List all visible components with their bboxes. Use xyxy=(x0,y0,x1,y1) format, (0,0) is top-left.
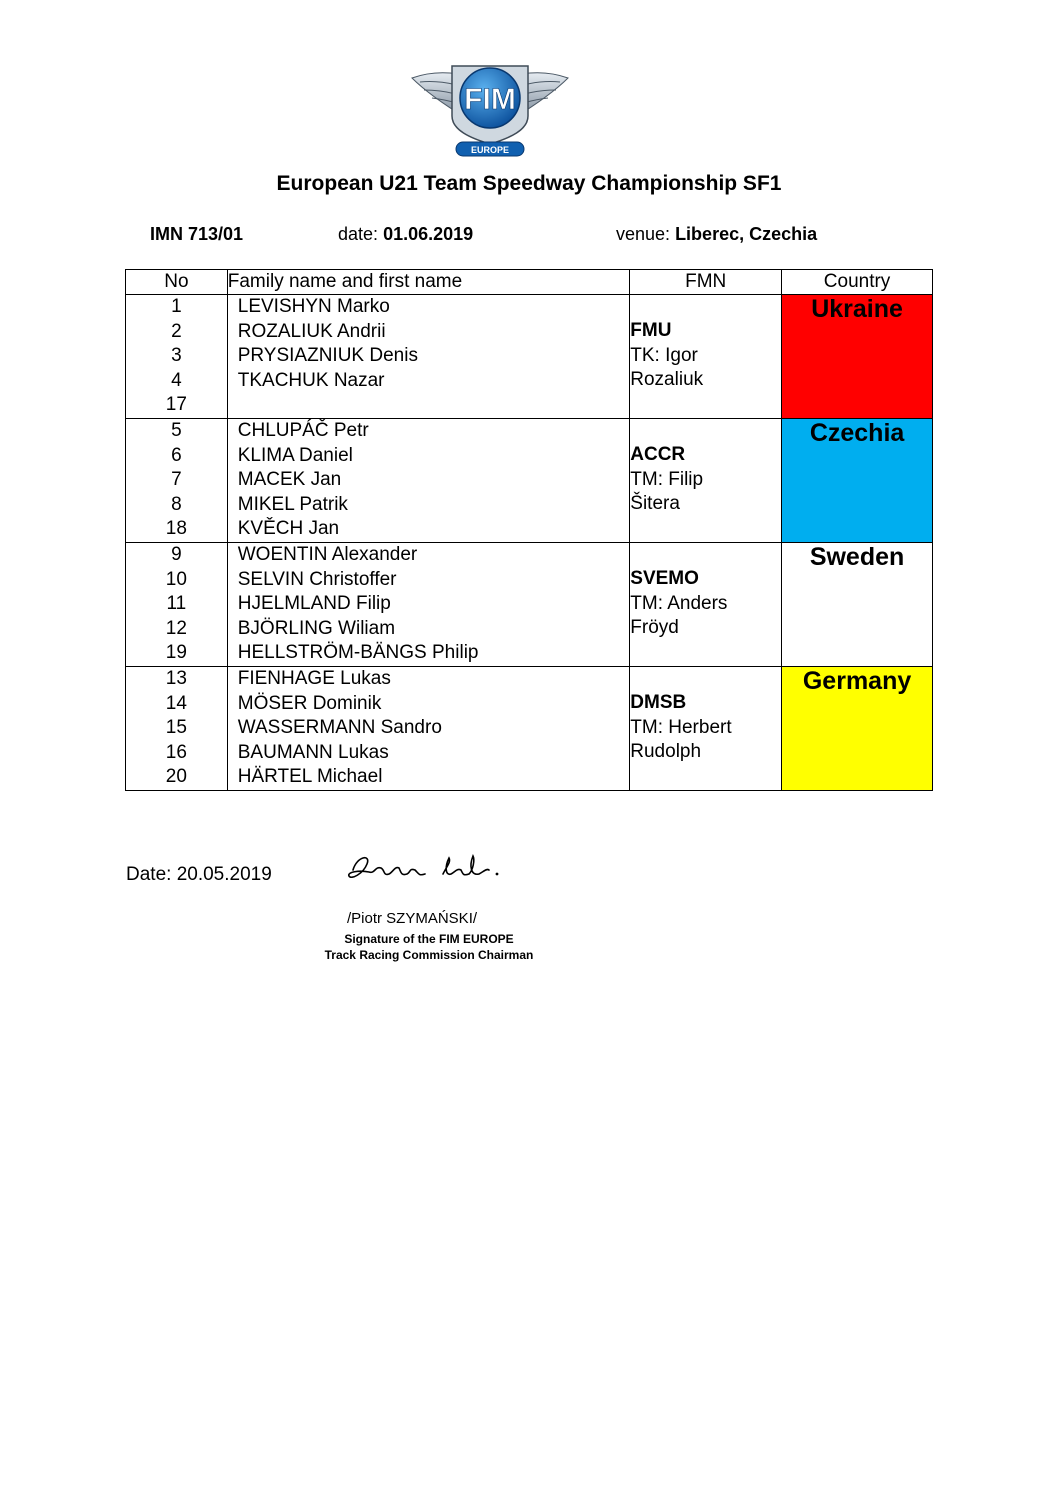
team-manager-line1: TM: Filip xyxy=(630,468,704,490)
rider-number: 2 xyxy=(171,320,182,342)
rider-name: PRYSIAZNIUK Denis xyxy=(237,345,418,367)
rider-number: 16 xyxy=(165,741,187,763)
header-country: Country xyxy=(782,270,933,295)
team-row xyxy=(126,418,933,542)
imn-number: IMN 713/01 xyxy=(150,224,244,244)
rider-name: BJÖRLING Wiliam xyxy=(237,617,396,639)
rider-numbers-cell xyxy=(126,542,228,666)
logo-subtext: EUROPE xyxy=(470,145,510,155)
rider-number: 3 xyxy=(171,345,182,367)
fmn-code: ACCR xyxy=(630,443,686,465)
signatory-role-line2: Track Racing Commission Chairman xyxy=(324,948,534,962)
fmn-code: DMSB xyxy=(630,691,687,713)
footer-date: Date: 20.05.2019 xyxy=(126,864,272,885)
team-manager-line1: TM: Herbert xyxy=(630,716,732,738)
rider-name: MACEK Jan xyxy=(237,469,342,491)
rider-number: 5 xyxy=(171,419,182,441)
rider-number: 18 xyxy=(165,518,187,540)
rider-name: WASSERMANN Sandro xyxy=(237,717,442,739)
signatory-role-line1: Signature of the FIM EUROPE xyxy=(344,932,514,946)
rider-name: CHLUPÁČ Petr xyxy=(237,419,369,441)
rider-name: MIKEL Patrik xyxy=(237,493,348,515)
rider-number: 15 xyxy=(165,717,187,739)
rider-names-cell xyxy=(227,418,630,542)
rider-name: BAUMANN Lukas xyxy=(237,741,389,763)
rider-number: 9 xyxy=(171,543,182,565)
fmn-cell xyxy=(630,418,782,542)
team-row xyxy=(126,542,933,666)
fim-europe-logo xyxy=(410,60,570,158)
rider-number: 10 xyxy=(165,568,187,590)
handwritten-signature xyxy=(345,848,505,888)
rider-number: 8 xyxy=(171,493,182,515)
fmn-cell xyxy=(630,295,782,419)
rider-number: 14 xyxy=(165,692,187,714)
country-cell: Ukraine xyxy=(782,295,933,419)
rider-name: TKACHUK Nazar xyxy=(237,369,385,391)
rider-numbers-cell xyxy=(126,295,228,419)
rider-number: 20 xyxy=(165,766,187,788)
fmn-code: FMU xyxy=(630,320,672,341)
country-cell: Czechia xyxy=(782,418,933,542)
team-row xyxy=(126,666,933,790)
rider-name: LEVISHYN Marko xyxy=(237,296,390,317)
signatory-name: /Piotr SZYMAŃSKI/ xyxy=(347,910,478,927)
rider-name: HELLSTRÖM-BÄNGS Philip xyxy=(237,642,479,664)
team-manager-line2: Rozaliuk xyxy=(630,369,704,391)
rider-name: WOENTIN Alexander xyxy=(237,543,418,565)
rider-number: 12 xyxy=(165,617,187,639)
fmn-cell xyxy=(630,542,782,666)
rider-name: KLIMA Daniel xyxy=(237,444,353,466)
logo-text: FIM xyxy=(464,83,516,116)
team-manager-line1: TK: Igor xyxy=(630,344,698,366)
rider-name: HJELMLAND Filip xyxy=(237,593,391,615)
event-date xyxy=(338,224,473,245)
country-cell: Sweden xyxy=(782,542,933,666)
table-header-row xyxy=(126,270,933,295)
rider-numbers-cell xyxy=(126,666,228,790)
rider-name: ROZALIUK Andrii xyxy=(237,320,386,342)
rider-number: 1 xyxy=(171,296,182,317)
rider-number: 7 xyxy=(171,469,182,491)
rider-number: 17 xyxy=(165,394,187,416)
header-name: Family name and first name xyxy=(227,270,630,295)
event-venue xyxy=(616,224,817,245)
rider-name: SELVIN Christoffer xyxy=(237,568,397,590)
rider-name: HÄRTEL Michael xyxy=(237,766,383,788)
rider-names-cell xyxy=(227,666,630,790)
rider-roster-table xyxy=(125,269,933,791)
rider-number: 6 xyxy=(171,444,182,466)
rider-name: MÖSER Dominik xyxy=(237,692,382,714)
venue-value: Liberec, Czechia xyxy=(675,224,818,244)
rider-name: FIENHAGE Lukas xyxy=(237,667,391,689)
team-manager-line2: Fröyd xyxy=(630,617,679,639)
date-label: date: xyxy=(338,224,379,244)
document-title: European U21 Team Speedway Championship SF1 xyxy=(276,172,782,195)
team-manager-line1: TM: Anders xyxy=(630,592,728,614)
rider-number: 11 xyxy=(166,593,187,615)
fmn-cell xyxy=(630,666,782,790)
rider-number: 13 xyxy=(165,667,187,689)
rider-names-cell xyxy=(227,295,630,419)
rider-number: 19 xyxy=(165,642,187,664)
date-value: 01.06.2019 xyxy=(383,224,474,244)
team-manager-line2: Šitera xyxy=(630,493,680,515)
rider-number: 4 xyxy=(171,369,182,391)
country-cell: Germany xyxy=(782,666,933,790)
rider-name: KVĚCH Jan xyxy=(237,518,340,540)
rider-numbers-cell xyxy=(126,418,228,542)
fmn-code: SVEMO xyxy=(630,567,699,589)
header-no: No xyxy=(126,270,228,295)
rider-name xyxy=(228,393,630,418)
header-fmn: FMN xyxy=(630,270,782,295)
rider-names-cell xyxy=(227,542,630,666)
team-manager-line2: Rudolph xyxy=(630,741,702,763)
team-row xyxy=(126,295,933,419)
venue-label: venue: xyxy=(616,224,671,244)
